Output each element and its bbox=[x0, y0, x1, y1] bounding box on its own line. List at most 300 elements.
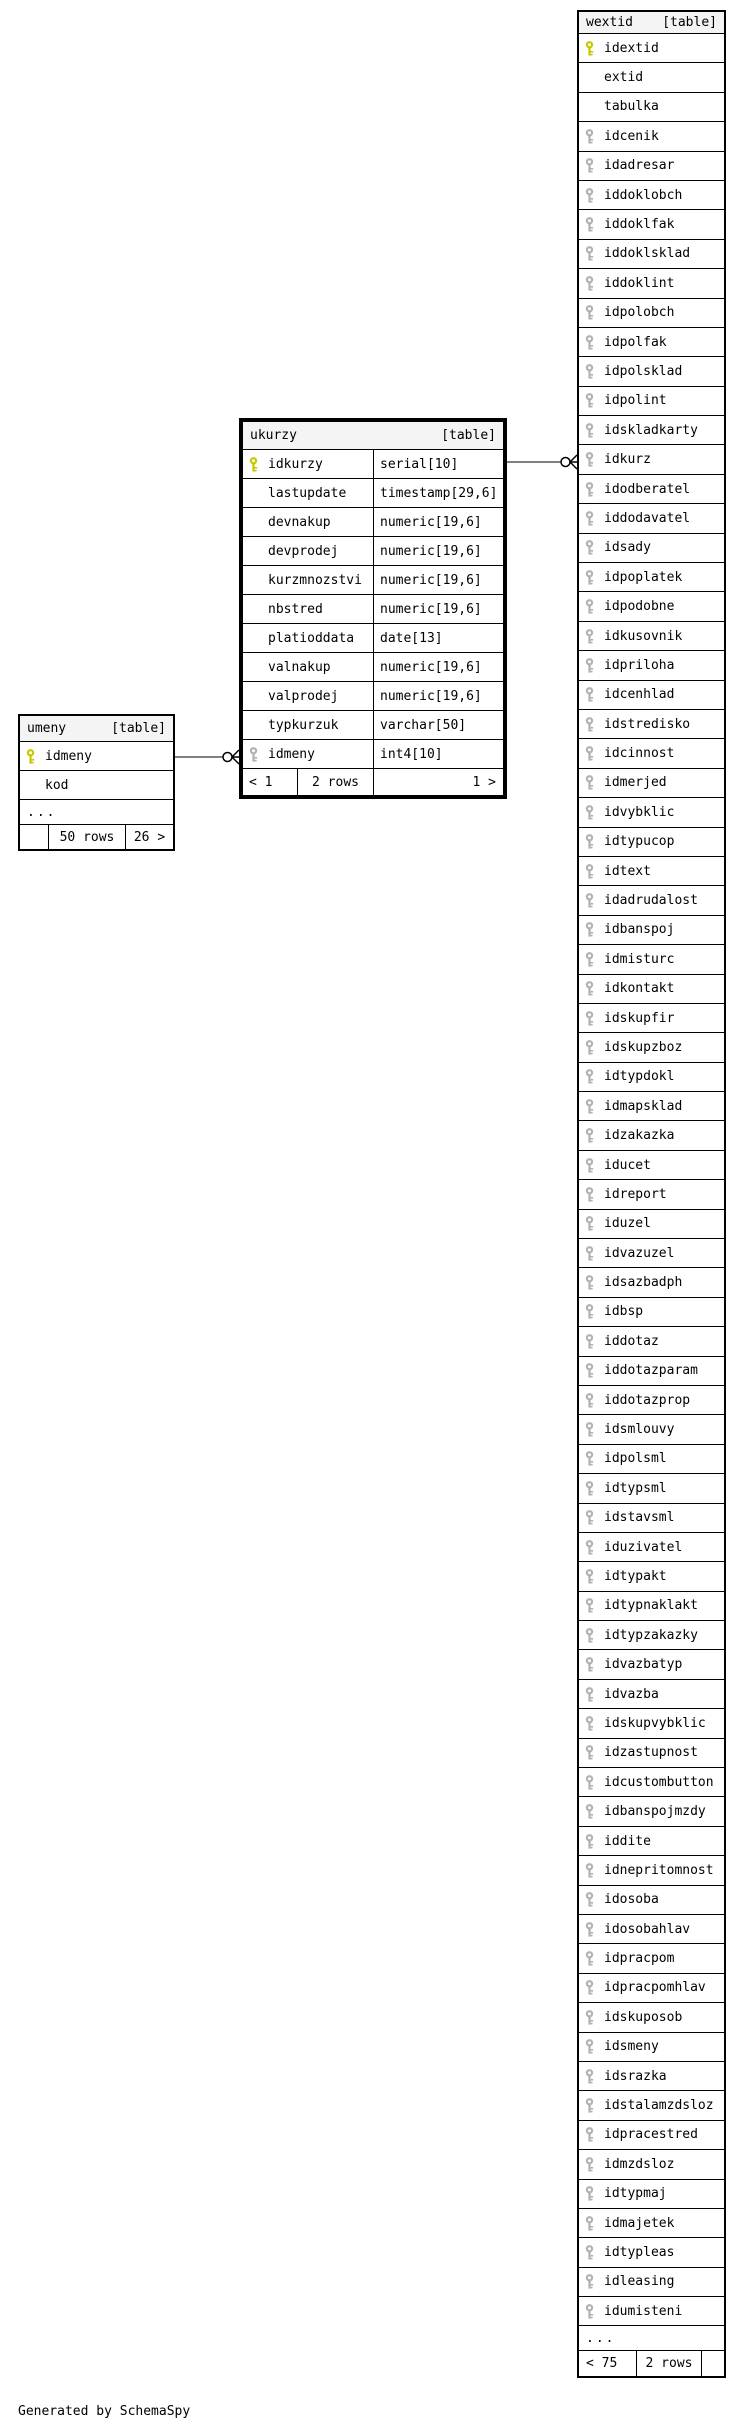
column-row-iddoklfak bbox=[579, 210, 724, 239]
column-name-label: idtypzakazky bbox=[604, 1627, 698, 1643]
foreign-key-icon bbox=[585, 922, 597, 937]
column-name-label: idpoplatek bbox=[604, 569, 683, 585]
column-type-label: date[13] bbox=[373, 624, 503, 652]
column-row-idmajetek bbox=[579, 2209, 724, 2238]
column-row-devprodej bbox=[243, 537, 503, 566]
more-columns-ellipsis: ... bbox=[579, 2326, 724, 2351]
column-row-idnepritomnost bbox=[579, 1856, 724, 1885]
footer-left-cell: < 75 bbox=[586, 2356, 618, 2372]
column-row-idsazbadph bbox=[579, 1268, 724, 1297]
column-row-idsady bbox=[579, 534, 724, 563]
column-row-idsmeny bbox=[579, 2033, 724, 2062]
column-name-label: idnepritomnost bbox=[604, 1862, 714, 1878]
foreign-key-icon bbox=[585, 2216, 597, 2231]
footer-right-cell: 1 > bbox=[373, 769, 503, 795]
foreign-key-icon bbox=[585, 570, 597, 585]
column-name-label: idpracpomhlav bbox=[604, 1980, 706, 1996]
table-badge: [table] bbox=[662, 15, 717, 30]
column-name-label: lastupdate bbox=[268, 485, 347, 501]
column-row-idpolsml bbox=[579, 1445, 724, 1474]
more-columns-ellipsis: ... bbox=[20, 800, 173, 825]
column-name-label: iddodavatel bbox=[604, 510, 691, 526]
foreign-key-icon bbox=[585, 1892, 597, 1907]
column-name-cell bbox=[243, 508, 373, 536]
column-row-idpracestred bbox=[579, 2121, 724, 2150]
foreign-key-icon bbox=[585, 1922, 597, 1937]
column-name-label: idpolfak bbox=[604, 334, 667, 350]
column-name-label: idskupvybklic bbox=[604, 1715, 706, 1731]
table-badge: [table] bbox=[441, 428, 496, 443]
column-row-iddite bbox=[579, 1827, 724, 1856]
column-row-idsrazka bbox=[579, 2062, 724, 2091]
table-header bbox=[243, 422, 503, 450]
foreign-key-icon bbox=[585, 452, 597, 467]
foreign-key-icon bbox=[585, 1980, 597, 1995]
column-row-idreport bbox=[579, 1180, 724, 1209]
column-name-label: idbanspoj bbox=[604, 922, 675, 938]
column-row-idskladkarty bbox=[579, 416, 724, 445]
column-name-label: idtypucop bbox=[604, 834, 675, 850]
column-row-idvazuzel bbox=[579, 1239, 724, 1268]
column-name-label: idosobahlav bbox=[604, 1921, 691, 1937]
column-name-label: valprodej bbox=[268, 688, 339, 704]
foreign-key-icon bbox=[585, 952, 597, 967]
column-name-label: idcenhlad bbox=[604, 687, 675, 703]
column-name-label: idskupzboz bbox=[604, 1039, 683, 1055]
column-name-label: idodberatel bbox=[604, 481, 691, 497]
foreign-key-icon bbox=[585, 1451, 597, 1466]
column-row-iduzel bbox=[579, 1210, 724, 1239]
column-row-idtypnaklakt bbox=[579, 1592, 724, 1621]
column-type-label: numeric[19,6] bbox=[373, 537, 503, 565]
foreign-key-icon bbox=[585, 1275, 597, 1290]
foreign-key-icon bbox=[585, 305, 597, 320]
foreign-key-icon bbox=[585, 276, 597, 291]
column-type-label: numeric[19,6] bbox=[373, 566, 503, 594]
foreign-key-icon bbox=[585, 1246, 597, 1261]
foreign-key-icon bbox=[585, 864, 597, 879]
column-name-label: idskuposob bbox=[604, 2009, 683, 2025]
foreign-key-icon bbox=[585, 129, 597, 144]
column-row-idmapsklad bbox=[579, 1092, 724, 1121]
column-name-cell bbox=[243, 653, 373, 681]
column-row-kurzmnozstvi bbox=[243, 566, 503, 595]
column-name-label: idpracpom bbox=[604, 1951, 675, 1967]
column-row-idtypleas bbox=[579, 2238, 724, 2267]
column-name-label: idkurz bbox=[604, 452, 651, 468]
foreign-key-icon bbox=[249, 747, 261, 762]
column-row-iddotaz bbox=[579, 1327, 724, 1356]
table-footer bbox=[20, 825, 173, 849]
column-row-idpolobch bbox=[579, 299, 724, 328]
column-name-label: typkurzuk bbox=[268, 717, 339, 733]
column-row-iducet bbox=[579, 1151, 724, 1180]
footer-right-cell: 26 > bbox=[125, 825, 173, 849]
column-row-extid bbox=[579, 63, 724, 92]
column-name-label: tabulka bbox=[604, 99, 659, 115]
column-row-idcenik bbox=[579, 122, 724, 151]
foreign-key-icon bbox=[585, 482, 597, 497]
column-row-iddotazparam bbox=[579, 1357, 724, 1386]
column-name-label: platioddata bbox=[268, 630, 355, 646]
column-row-idtypdokl bbox=[579, 1063, 724, 1092]
foreign-key-icon bbox=[585, 2010, 597, 2025]
column-type-label: timestamp[29,6] bbox=[373, 479, 503, 507]
column-row-idskupfir bbox=[579, 1004, 724, 1033]
column-type-label: serial[10] bbox=[373, 450, 503, 478]
foreign-key-icon bbox=[585, 746, 597, 761]
column-row-idzakazka bbox=[579, 1121, 724, 1150]
foreign-key-icon bbox=[585, 1863, 597, 1878]
table-title: ukurzy bbox=[250, 428, 297, 443]
column-name-label: iddotazprop bbox=[604, 1392, 691, 1408]
foreign-key-icon bbox=[585, 1011, 597, 1026]
column-name-cell bbox=[243, 537, 373, 565]
column-row-idtypakt bbox=[579, 1562, 724, 1591]
column-name-label: iddoklint bbox=[604, 275, 675, 291]
foreign-key-icon bbox=[585, 1069, 597, 1084]
column-row-idcinnost bbox=[579, 739, 724, 768]
column-row-idpracpomhlav bbox=[579, 1974, 724, 2003]
column-row-idmerjed bbox=[579, 769, 724, 798]
column-name-label: idextid bbox=[604, 40, 659, 56]
foreign-key-icon bbox=[585, 687, 597, 702]
column-row-idpoplatek bbox=[579, 563, 724, 592]
column-name-label: iddite bbox=[604, 1833, 651, 1849]
column-row-idbanspoj bbox=[579, 916, 724, 945]
row-count: 50 rows bbox=[48, 825, 125, 849]
column-name-label: iducet bbox=[604, 1157, 651, 1173]
column-row-idtypsml bbox=[579, 1474, 724, 1503]
primary-key-icon bbox=[26, 749, 38, 764]
column-name-label: idsady bbox=[604, 540, 651, 556]
column-name-label: idskladkarty bbox=[604, 422, 698, 438]
column-row-idstavsml bbox=[579, 1504, 724, 1533]
column-row-iddoklint bbox=[579, 269, 724, 298]
column-row-idtypmaj bbox=[579, 2180, 724, 2209]
foreign-key-icon bbox=[585, 1304, 597, 1319]
relationship-connector-umeny-ukurzy bbox=[175, 745, 239, 769]
foreign-key-icon bbox=[585, 1598, 597, 1613]
column-name-label: idzakazka bbox=[604, 1128, 675, 1144]
foreign-key-icon bbox=[585, 2127, 597, 2142]
column-type-label: numeric[19,6] bbox=[373, 653, 503, 681]
column-name-label: idpolobch bbox=[604, 305, 675, 321]
column-name-label: idmeny bbox=[45, 748, 92, 764]
foreign-key-icon bbox=[585, 1128, 597, 1143]
foreign-key-icon bbox=[585, 1657, 597, 1672]
column-name-label: iduzel bbox=[604, 1216, 651, 1232]
column-name-label: idsmeny bbox=[604, 2039, 659, 2055]
column-name-label: nbstred bbox=[268, 601, 323, 617]
column-name-label: idzastupnost bbox=[604, 1745, 698, 1761]
column-name-cell bbox=[243, 450, 373, 478]
column-row-idleasing bbox=[579, 2268, 724, 2297]
column-name-label: iddoklfak bbox=[604, 217, 675, 233]
column-name-cell bbox=[243, 479, 373, 507]
column-name-label: idtypleas bbox=[604, 2244, 675, 2260]
column-row-idmzdsloz bbox=[579, 2150, 724, 2179]
column-name-label: extid bbox=[604, 70, 644, 86]
column-row-idmeny bbox=[20, 742, 173, 771]
column-type-label: int4[10] bbox=[373, 740, 503, 768]
column-name-label: idsmlouvy bbox=[604, 1422, 675, 1438]
foreign-key-icon bbox=[585, 1422, 597, 1437]
column-name-label: idmapsklad bbox=[604, 1098, 683, 1114]
table-header bbox=[579, 12, 724, 34]
column-name-label: idbanspojmzdy bbox=[604, 1804, 706, 1820]
table-footer bbox=[243, 769, 503, 795]
column-row-idosoba bbox=[579, 1886, 724, 1915]
foreign-key-icon bbox=[585, 1716, 597, 1731]
table-title: wextid bbox=[586, 15, 633, 30]
table-wextid[interactable] bbox=[577, 10, 726, 2378]
foreign-key-icon bbox=[585, 2186, 597, 2201]
column-name-label: idskupfir bbox=[604, 1010, 675, 1026]
column-row-idvazba bbox=[579, 1680, 724, 1709]
foreign-key-icon bbox=[585, 1951, 597, 1966]
column-name-label: devprodej bbox=[268, 543, 339, 559]
column-row-idpolsklad bbox=[579, 357, 724, 386]
footer-left-cell bbox=[20, 825, 48, 849]
primary-key-icon bbox=[585, 41, 597, 56]
foreign-key-icon bbox=[585, 629, 597, 644]
column-type-label: numeric[19,6] bbox=[373, 508, 503, 536]
foreign-key-icon bbox=[585, 1158, 597, 1173]
foreign-key-icon bbox=[585, 1628, 597, 1643]
table-badge: [table] bbox=[111, 721, 166, 736]
column-name-label: idmeny bbox=[268, 746, 315, 762]
foreign-key-icon bbox=[585, 2039, 597, 2054]
column-row-iduzivatel bbox=[579, 1533, 724, 1562]
column-name-label: idstalamzdsloz bbox=[604, 2098, 714, 2114]
column-row-idkontakt bbox=[579, 975, 724, 1004]
foreign-key-icon bbox=[585, 1187, 597, 1202]
column-name-label: idmisturc bbox=[604, 951, 675, 967]
column-name-label: idleasing bbox=[604, 2274, 675, 2290]
column-row-idsmlouvy bbox=[579, 1415, 724, 1444]
column-name-label: idcenik bbox=[604, 128, 659, 144]
column-row-iddoklsklad bbox=[579, 240, 724, 269]
column-row-idosobahlav bbox=[579, 1915, 724, 1944]
foreign-key-icon bbox=[585, 834, 597, 849]
column-name-label: idpodobne bbox=[604, 599, 675, 615]
column-row-idstredisko bbox=[579, 710, 724, 739]
column-name-label: idcustombutton bbox=[604, 1774, 714, 1790]
foreign-key-icon bbox=[585, 981, 597, 996]
foreign-key-icon bbox=[585, 2245, 597, 2260]
column-name-cell bbox=[243, 740, 373, 768]
foreign-key-icon bbox=[585, 246, 597, 261]
column-name-label: idpolsklad bbox=[604, 363, 683, 379]
column-name-label: idstredisko bbox=[604, 716, 691, 732]
table-title: umeny bbox=[27, 721, 67, 736]
row-count: 2 rows bbox=[636, 2351, 701, 2376]
foreign-key-icon bbox=[585, 1481, 597, 1496]
foreign-key-icon bbox=[585, 423, 597, 438]
column-name-label: idkusovnik bbox=[604, 628, 683, 644]
foreign-key-icon bbox=[585, 1775, 597, 1790]
foreign-key-icon bbox=[585, 893, 597, 908]
primary-key-icon bbox=[249, 457, 261, 472]
column-name-label: idsazbadph bbox=[604, 1275, 683, 1291]
column-name-label: idadrudalost bbox=[604, 893, 698, 909]
relationship-connector-ukurzy-wextid bbox=[507, 450, 577, 474]
column-name-label: idmzdsloz bbox=[604, 2156, 675, 2172]
column-row-idpracpom bbox=[579, 1944, 724, 1973]
column-row-kod bbox=[20, 771, 173, 800]
footer-right-cell bbox=[701, 2351, 724, 2376]
column-name-label: idpriloha bbox=[604, 657, 675, 673]
foreign-key-icon bbox=[585, 805, 597, 820]
column-row-idtext bbox=[579, 857, 724, 886]
column-list bbox=[20, 742, 173, 800]
foreign-key-icon bbox=[585, 658, 597, 673]
column-row-idcustombutton bbox=[579, 1768, 724, 1797]
column-name-label: iduzivatel bbox=[604, 1539, 683, 1555]
column-name-label: iddotazparam bbox=[604, 1363, 698, 1379]
column-name-label: idadresar bbox=[604, 158, 675, 174]
column-row-idpriloha bbox=[579, 651, 724, 680]
foreign-key-icon bbox=[585, 1216, 597, 1231]
foreign-key-icon bbox=[585, 2304, 597, 2319]
foreign-key-icon bbox=[585, 217, 597, 232]
column-name-label: idbsp bbox=[604, 1304, 644, 1320]
column-row-idadresar bbox=[579, 152, 724, 181]
column-name-label: idtypmaj bbox=[604, 2186, 667, 2202]
column-name-label: idpolint bbox=[604, 393, 667, 409]
column-row-idbanspojmzdy bbox=[579, 1797, 724, 1826]
column-list bbox=[243, 450, 503, 769]
column-name-label: idstavsml bbox=[604, 1510, 675, 1526]
column-row-iddodavatel bbox=[579, 504, 724, 533]
column-name-label: idreport bbox=[604, 1186, 667, 1202]
column-row-idkusovnik bbox=[579, 622, 724, 651]
foreign-key-icon bbox=[585, 2098, 597, 2113]
foreign-key-icon bbox=[585, 2157, 597, 2172]
column-name-label: idtypdokl bbox=[604, 1069, 675, 1085]
column-row-idstalamzdsloz bbox=[579, 2091, 724, 2120]
column-list bbox=[579, 34, 724, 2326]
foreign-key-icon bbox=[585, 1099, 597, 1114]
footer-left-cell: < 1 bbox=[249, 774, 273, 790]
column-name-label: idvazbatyp bbox=[604, 1657, 683, 1673]
column-row-idadrudalost bbox=[579, 886, 724, 915]
column-row-idodberatel bbox=[579, 475, 724, 504]
column-name-label: iddotaz bbox=[604, 1333, 659, 1349]
column-row-idvazbatyp bbox=[579, 1650, 724, 1679]
foreign-key-icon bbox=[585, 540, 597, 555]
column-row-idpolint bbox=[579, 387, 724, 416]
column-type-label: varchar[50] bbox=[373, 711, 503, 739]
column-name-cell bbox=[243, 595, 373, 623]
column-name-label: devnakup bbox=[268, 514, 331, 530]
foreign-key-icon bbox=[585, 393, 597, 408]
column-row-nbstred bbox=[243, 595, 503, 624]
foreign-key-icon bbox=[585, 1569, 597, 1584]
column-row-idextid bbox=[579, 34, 724, 63]
column-name-label: idpracestred bbox=[604, 2127, 698, 2143]
column-name-label: idmerjed bbox=[604, 775, 667, 791]
column-name-label: idvazuzel bbox=[604, 1245, 675, 1261]
column-name-label: kurzmnozstvi bbox=[268, 572, 362, 588]
column-row-platioddata bbox=[243, 624, 503, 653]
column-row-typkurzuk bbox=[243, 711, 503, 740]
table-footer bbox=[579, 2351, 724, 2376]
column-name-label: idtypakt bbox=[604, 1569, 667, 1584]
foreign-key-icon bbox=[585, 1540, 597, 1555]
column-row-idbsp bbox=[579, 1298, 724, 1327]
foreign-key-icon bbox=[585, 775, 597, 790]
column-row-idumisteni bbox=[579, 2297, 724, 2326]
column-name-label: idtypsml bbox=[604, 1480, 667, 1496]
column-name-cell bbox=[243, 711, 373, 739]
column-name-label: idvazba bbox=[604, 1686, 659, 1702]
column-name-cell bbox=[243, 566, 373, 594]
column-row-idzastupnost bbox=[579, 1739, 724, 1768]
foreign-key-icon bbox=[585, 1804, 597, 1819]
column-row-idmisturc bbox=[579, 945, 724, 974]
table-umeny[interactable] bbox=[18, 714, 175, 851]
column-name-label: idtext bbox=[604, 863, 651, 879]
column-row-idmeny bbox=[243, 740, 503, 769]
foreign-key-icon bbox=[585, 335, 597, 350]
foreign-key-icon bbox=[585, 158, 597, 173]
foreign-key-icon bbox=[585, 1393, 597, 1408]
column-row-idkurz bbox=[579, 445, 724, 474]
column-name-label: kod bbox=[45, 777, 69, 793]
foreign-key-icon bbox=[585, 511, 597, 526]
column-row-iddotazprop bbox=[579, 1386, 724, 1415]
column-row-tabulka bbox=[579, 93, 724, 122]
foreign-key-icon bbox=[585, 1363, 597, 1378]
column-name-cell bbox=[243, 682, 373, 710]
foreign-key-icon bbox=[585, 188, 597, 203]
table-ukurzy[interactable] bbox=[239, 418, 507, 799]
foreign-key-icon bbox=[585, 1834, 597, 1849]
column-name-label: idsrazka bbox=[604, 2068, 667, 2084]
column-row-valnakup bbox=[243, 653, 503, 682]
foreign-key-icon bbox=[585, 1687, 597, 1702]
column-name-label: idmajetek bbox=[604, 2215, 675, 2231]
column-row-lastupdate bbox=[243, 479, 503, 508]
column-row-idskuposob bbox=[579, 2003, 724, 2032]
column-name-label: iddoklsklad bbox=[604, 246, 691, 262]
column-name-label: iddoklobch bbox=[604, 187, 683, 203]
row-count: 2 rows bbox=[297, 769, 373, 795]
column-name-label: idkurzy bbox=[268, 456, 323, 472]
column-row-idpolfak bbox=[579, 328, 724, 357]
foreign-key-icon bbox=[585, 599, 597, 614]
column-row-idskupvybklic bbox=[579, 1709, 724, 1738]
column-name-label: idtypnaklakt bbox=[604, 1598, 698, 1614]
column-type-label: numeric[19,6] bbox=[373, 595, 503, 623]
column-name-label: idumisteni bbox=[604, 2303, 683, 2319]
schemaspy-credit: Generated by SchemaSpy bbox=[18, 2404, 191, 2419]
column-row-valprodej bbox=[243, 682, 503, 711]
column-row-idtypzakazky bbox=[579, 1621, 724, 1650]
foreign-key-icon bbox=[585, 2069, 597, 2084]
foreign-key-icon bbox=[585, 1745, 597, 1760]
column-name-cell bbox=[243, 624, 373, 652]
column-row-devnakup bbox=[243, 508, 503, 537]
column-row-idcenhlad bbox=[579, 681, 724, 710]
column-row-idtypucop bbox=[579, 828, 724, 857]
foreign-key-icon bbox=[585, 1510, 597, 1525]
column-name-label: idpolsml bbox=[604, 1451, 667, 1467]
column-row-idskupzboz bbox=[579, 1033, 724, 1062]
column-type-label: numeric[19,6] bbox=[373, 682, 503, 710]
